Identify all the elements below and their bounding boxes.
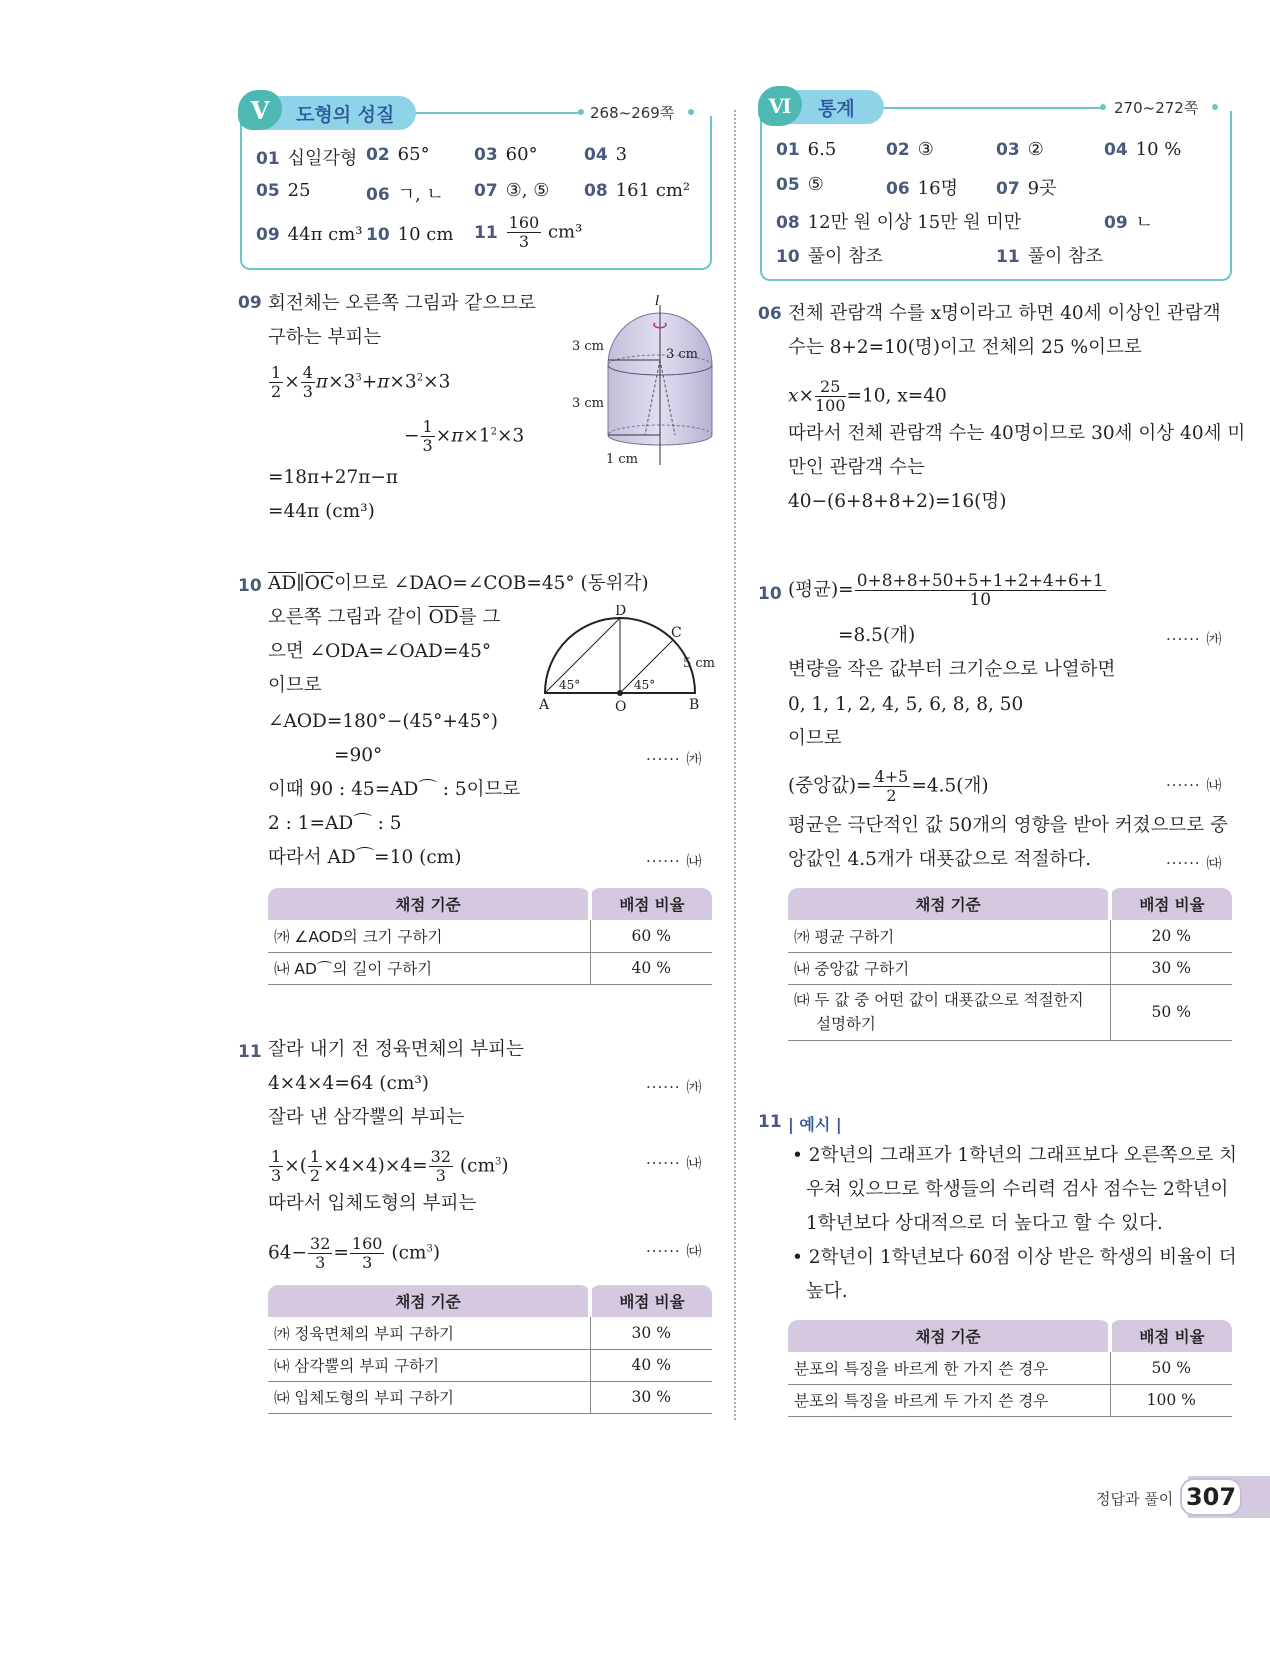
formula-line: 2 : 1=AD⌒ : 5 [268, 813, 402, 834]
formula-line: 64− $\frac{32}{3}$ = $\frac{160}{3}$ $(cm^3)$ [268, 1234, 441, 1272]
formula-line: 이때 90 : 45=AD⌒ : 5이므로 [268, 779, 521, 800]
table-row: ㈐ 두 값 중 어떤 값이 대푯값으로 적절한지 설명하기 50 % [788, 984, 1232, 1040]
question-number: 11 [238, 1042, 262, 1062]
grading-table: 채점 기준 배점 비율 ㈎ 정육면체의 부피 구하기 30 % ㈏ 삼각뿔의 부피 구하기 40 % ㈐ 입체도형의 부피 구하기 30 % [268, 1285, 712, 1414]
rule-dot [688, 109, 694, 115]
text-line: 으면 ∠ODA=∠OAD=45° [268, 641, 492, 662]
answer-07: 07 ③, ⑤ [474, 180, 550, 201]
text-line: $\overline{AD}\parallel\overline{OC}$이므로 ∠DAO=∠COB=45° (동위각) [268, 573, 649, 594]
answer-07: 07 9곳 [996, 178, 1057, 199]
semicircle-figure [535, 605, 720, 715]
table-row: ㈎ 정육면체의 부피 구하기 30 % [268, 1317, 712, 1349]
answer-03: 03 60° [474, 144, 538, 165]
answer-10: 10 풀이 참조 [776, 246, 883, 267]
answer-05: 05 25 [256, 180, 311, 201]
svg-text:l: l [655, 295, 660, 309]
grading-table: 채점 기준 배점 비율 분포의 특징을 바르게 한 가지 쓴 경우 50 % 분포의 특징을 바르게 두 가지 쓴 경우 100 % [788, 1320, 1232, 1417]
text-line: 따라서 전체 관람객 수는 40명이므로 30세 이상 40세 미 [788, 423, 1246, 444]
text-line: 전체 관람객 수를 x명이라고 하면 40세 이상인 관람객 [788, 303, 1221, 324]
answer-06: 06 16명 [886, 178, 958, 199]
table-row: ㈐ 입체도형의 부피 구하기 30 % [268, 1381, 712, 1413]
text-line: 평균은 극단적인 값 50개의 영향을 받아 커졌으므로 중 [788, 815, 1228, 836]
table-row: ㈎ 평균 구하기 20 % [788, 920, 1232, 952]
rule-dot [1100, 104, 1106, 110]
text-line: 구하는 부피는 [268, 327, 382, 348]
solid-of-revolution-figure [570, 295, 720, 470]
svg-text:A: A [539, 697, 550, 713]
text-line: 잘라 낸 삼각뿔의 부피는 [268, 1107, 465, 1128]
step-marker: ······ ㈐ [1166, 854, 1223, 872]
example-label: | 예시 | [788, 1115, 842, 1134]
question-number: 10 [238, 576, 262, 596]
formula-line: (중앙값)= $\frac{4+5}{2}$ =4.5(개) [788, 767, 989, 805]
svg-text:C: C [671, 625, 682, 641]
grading-table: 채점 기준 배점 비율 ㈎ ∠AOD의 크기 구하기 60 % ㈏ AD⌒의 길이 구하기 40 % [268, 888, 712, 985]
text-line: 앙값인 4.5개가 대푯값으로 적절하다. [788, 849, 1092, 870]
formula-line: (평균)= $\frac{0+8+8+50+5+1+2+4+6+1}{10}$ [788, 571, 1104, 610]
text-line: 수는 8+2=10(명)이고 전체의 25 %이므로 [788, 337, 1142, 358]
column-divider [734, 110, 736, 1420]
formula-line: =18π+27π−π [268, 467, 399, 488]
table-row: ㈏ AD⌒의 길이 구하기 40 % [268, 952, 712, 984]
bullet-text: 1학년보다 상대적으로 더 높다고 할 수 있다. [806, 1213, 1163, 1234]
text-line: 이므로 [788, 728, 842, 749]
section-title: 통계 [818, 97, 855, 120]
svg-text:45°: 45° [559, 678, 581, 692]
svg-text:45°: 45° [634, 678, 656, 692]
section-badge: Ⅵ [758, 86, 802, 126]
grading-table: 채점 기준 배점 비율 ㈎ 평균 구하기 20 % ㈏ 중앙값 구하기 30 % ㈐ 두 값 중 어떤 값이 대푯값으로 적절한지 설명하기 50 % [788, 888, 1232, 1041]
question-number: 09 [238, 293, 262, 313]
section-badge: V [238, 90, 282, 130]
text-line: 잘라 내기 전 정육면체의 부피는 [268, 1039, 524, 1060]
answer-05: 05 ⑤ [776, 174, 824, 195]
bullet-text: 우쳐 있으므로 학생들의 수리력 검사 점수는 2학년이 [806, 1179, 1229, 1200]
answer-01: 01 6.5 [776, 139, 837, 160]
answer-08: 08 12만 원 이상 15만 원 미만 [776, 212, 1022, 233]
formula-line: 따라서 AD⌒=10 (cm) [268, 847, 462, 868]
formula-line: =8.5(개) [838, 625, 916, 646]
answer-01: 01 십일각형 [256, 148, 358, 169]
formula-line: x× $\frac{25}{100}$ =10, x=40 [788, 377, 947, 415]
svg-text:B: B [689, 697, 700, 713]
bullet-text: • 2학년이 1학년보다 60점 이상 받은 학생의 비율이 더 [792, 1247, 1237, 1268]
svg-text:3 cm: 3 cm [572, 339, 605, 354]
rule-dot [578, 109, 584, 115]
header-rule [880, 107, 1102, 109]
answer-11: 11 풀이 참조 [996, 246, 1103, 267]
text-line: 따라서 입체도형의 부피는 [268, 1193, 477, 1214]
text-line: 변량을 작은 값부터 크기순으로 나열하면 [788, 659, 1116, 680]
page-number: 307 [1180, 1478, 1242, 1516]
svg-text:D: D [615, 605, 627, 619]
text-line: 오른쪽 그림과 같이 $\overline{OD}$를 그 [268, 607, 501, 628]
question-number: 10 [758, 584, 782, 604]
text-line: 이므로 [268, 675, 322, 696]
step-marker: ······ ㈎ [646, 750, 703, 768]
answer-09: 09 44π cm³ [256, 224, 363, 245]
answer-10: 10 10 cm [366, 224, 454, 245]
footer-label: 정답과 풀이 [1096, 1490, 1174, 1508]
question-number: 11 [758, 1112, 782, 1132]
step-marker: ······ ㈎ [646, 1078, 703, 1096]
table-row: 분포의 특징을 바르게 한 가지 쓴 경우 50 % [788, 1352, 1232, 1384]
step-marker: ······ ㈏ [646, 1154, 703, 1172]
step-marker: ······ ㈎ [1166, 630, 1223, 648]
answer-09: 09 ㄴ [1104, 212, 1154, 233]
step-marker: ······ ㈏ [646, 852, 703, 870]
formula-line: 0, 1, 1, 2, 4, 5, 6, 8, 8, 50 [788, 694, 1024, 715]
table-row: ㈎ ∠AOD의 크기 구하기 60 % [268, 920, 712, 952]
step-marker: ······ ㈐ [646, 1242, 703, 1260]
formula-line: 40−(6+8+8+2)=16(명) [788, 491, 1007, 512]
formula-line: =90° [334, 745, 383, 766]
page-range: 268~269쪽 [590, 104, 675, 122]
text-line: 만인 관람객 수는 [788, 457, 925, 478]
svg-text:1 cm: 1 cm [606, 452, 639, 467]
svg-text:5 cm: 5 cm [683, 656, 716, 671]
bullet-text: • 2학년의 그래프가 1학년의 그래프보다 오른쪽으로 치 [792, 1145, 1238, 1166]
step-marker: ······ ㈏ [1166, 776, 1223, 794]
section-title: 도형의 성질 [296, 103, 395, 126]
svg-text:3 cm: 3 cm [666, 347, 699, 362]
table-row: 분포의 특징을 바르게 두 가지 쓴 경우 100 % [788, 1384, 1232, 1416]
formula-line: − $\frac{1}{3}$ $\times\pi\times 1^2\times 3$ [404, 417, 525, 455]
text-line: 회전체는 오른쪽 그림과 같으므로 [268, 293, 536, 314]
formula-line: $\frac{1}{3}$ ×( $\frac{1}{2}$ ×4×4)×4= $\frac{32}{3}$ $(cm^3)$ [271, 1147, 509, 1185]
bullet-text: 높다. [806, 1281, 848, 1302]
svg-text:3 cm: 3 cm [572, 396, 605, 411]
answer-03: 03 ② [996, 139, 1044, 160]
formula-line: $\frac{1}{2}$ × $\frac{4}{3}$ $\pi\times 3^3+\pi\times 3^2\times 3$ [271, 363, 451, 401]
answer-06: 06 ㄱ, ㄴ [366, 184, 444, 205]
answer-02: 02 ③ [886, 139, 934, 160]
svg-text:O: O [615, 699, 627, 715]
answer-02: 02 65° [366, 144, 430, 165]
formula-line: 4×4×4=64 (cm³) [268, 1073, 429, 1094]
answer-08: 08 161 cm² [584, 180, 691, 201]
answer-04: 04 3 [584, 144, 628, 165]
formula-line: =44π (cm³) [268, 501, 375, 522]
table-row: ㈏ 중앙값 구하기 30 % [788, 952, 1232, 984]
answer-04: 04 10 % [1104, 139, 1182, 160]
answer-11: 11 $\frac{160}{3}$ cm³ [474, 213, 583, 251]
page-range: 270~272쪽 [1114, 99, 1199, 117]
formula-line: ∠AOD=180°−(45°+45°) [268, 711, 498, 732]
question-number: 06 [758, 304, 782, 324]
header-rule [410, 112, 580, 114]
table-row: ㈏ 삼각뿔의 부피 구하기 40 % [268, 1349, 712, 1381]
rule-dot [1212, 104, 1218, 110]
